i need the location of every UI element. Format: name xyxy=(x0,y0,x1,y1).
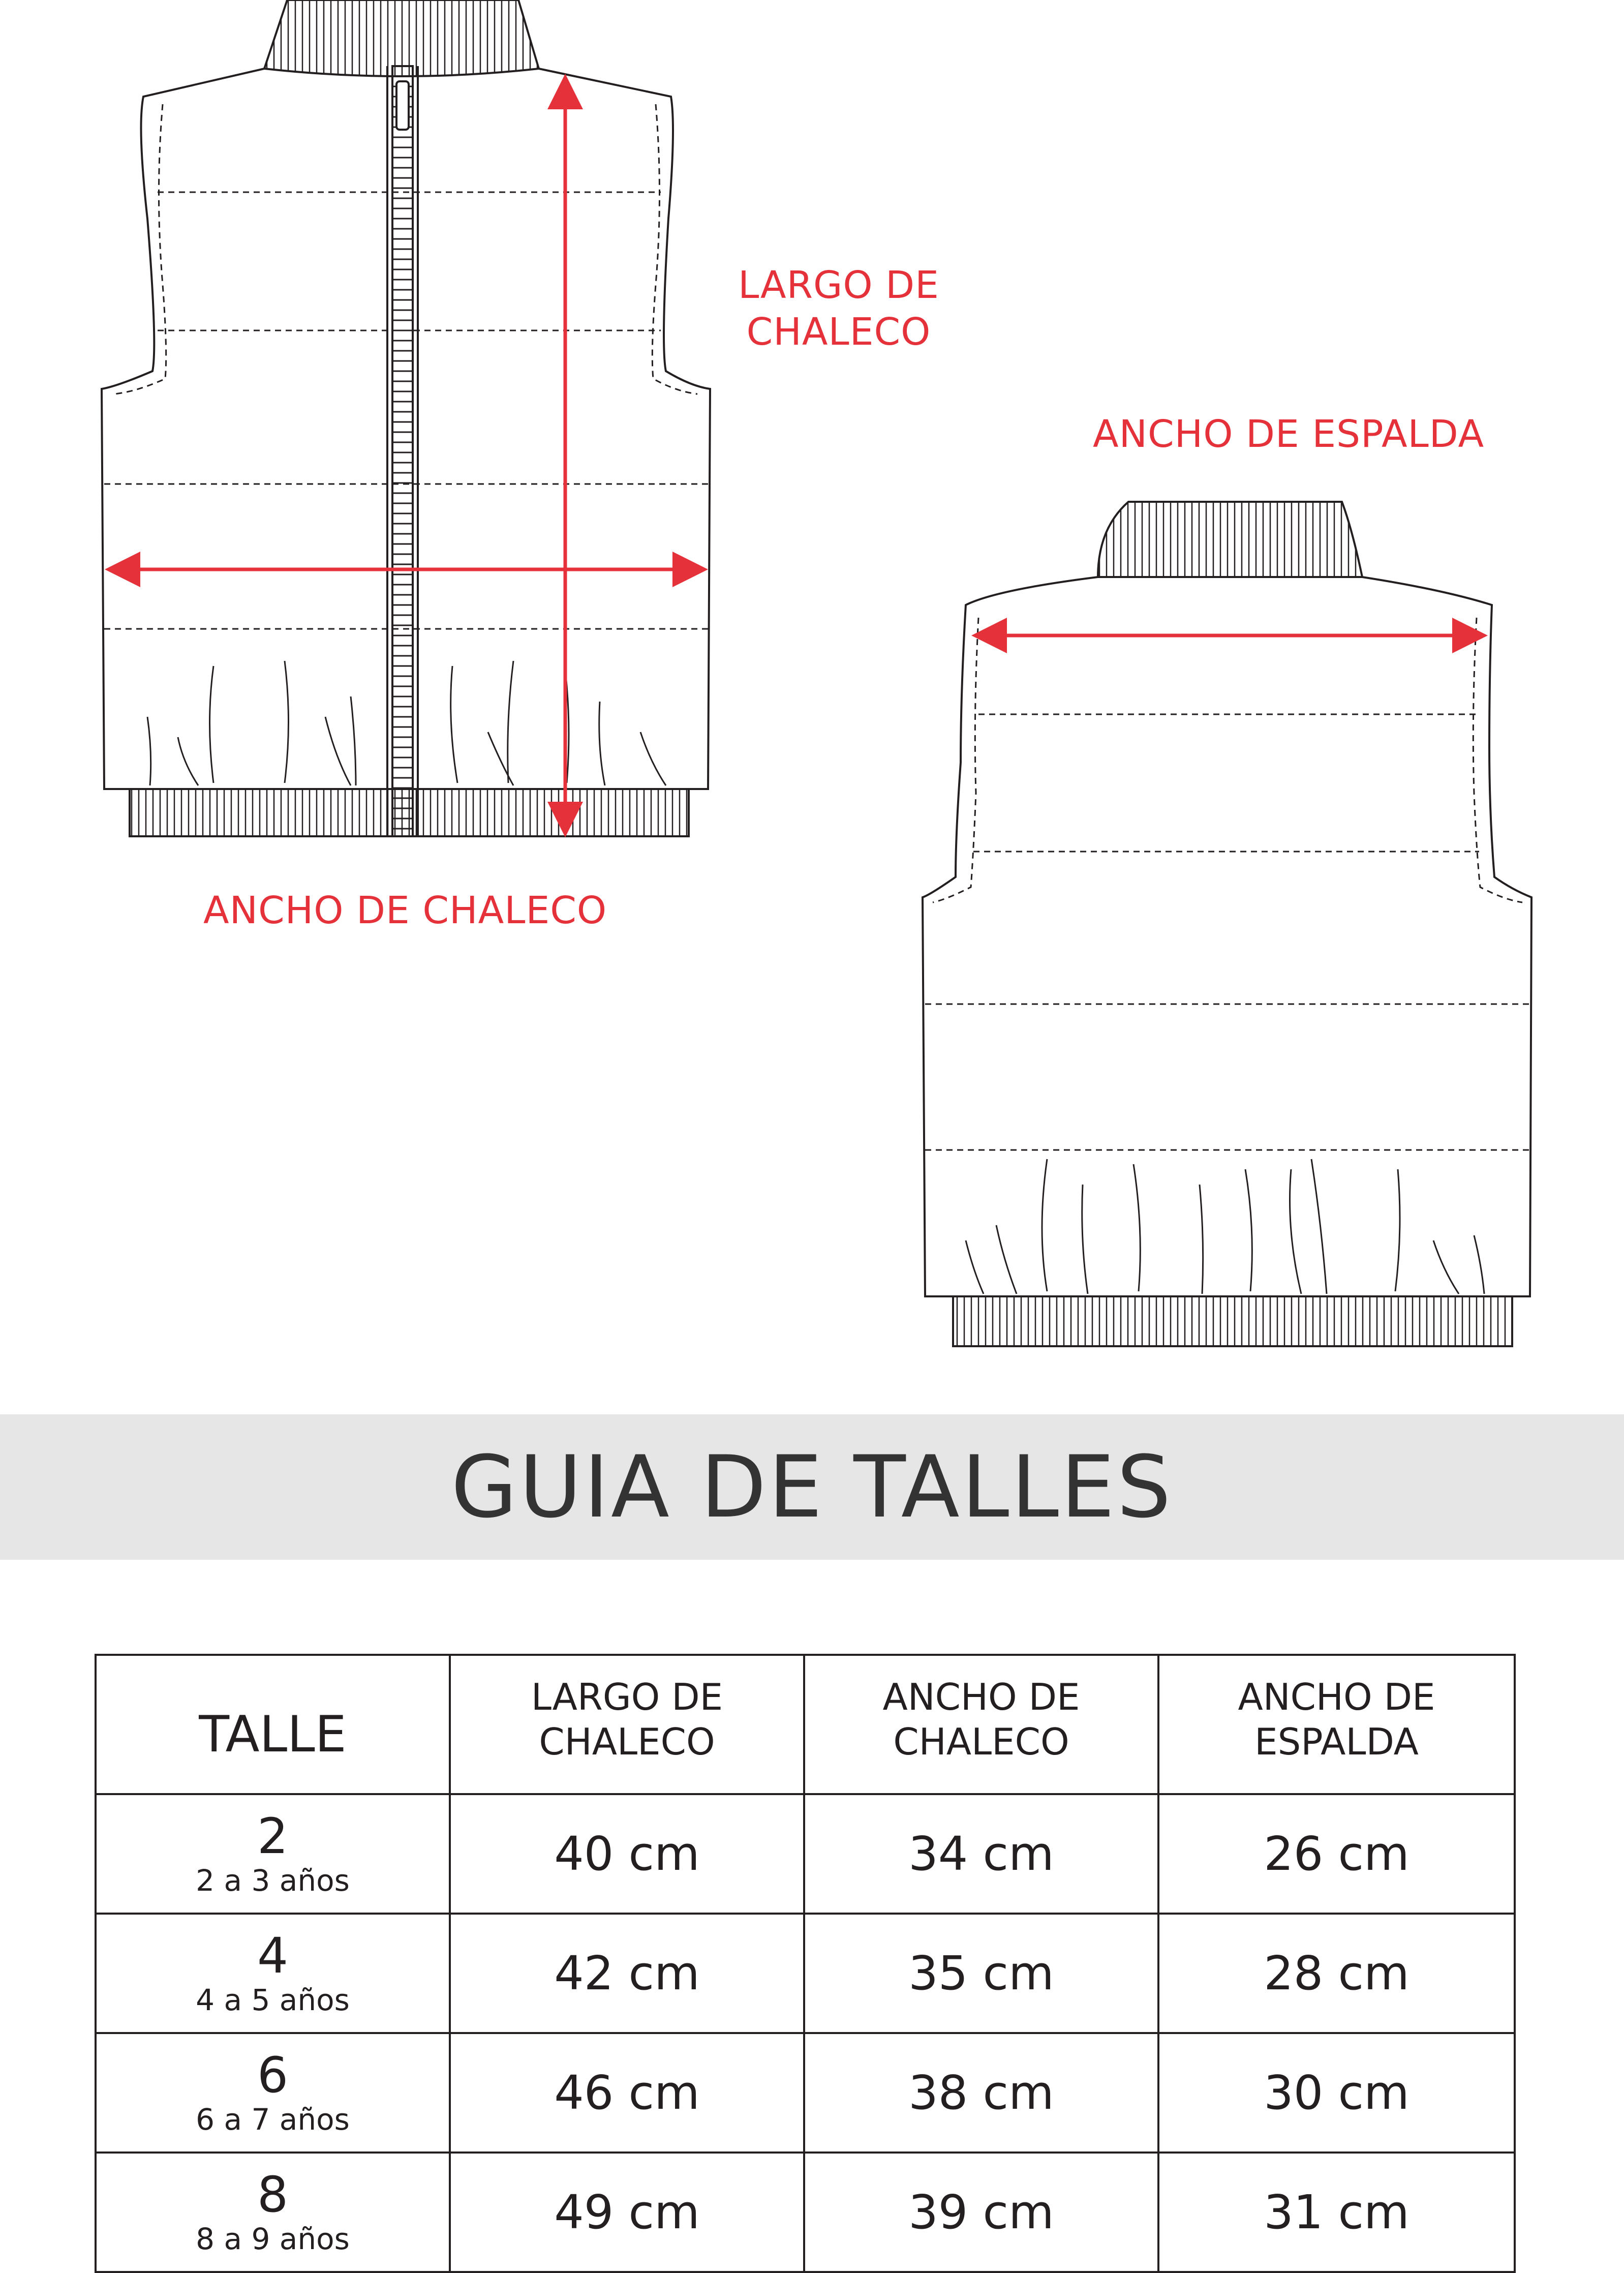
ancho-espalda-label: ANCHO DE ESPALDA xyxy=(1093,412,1485,456)
page-title: GUIA DE TALLES xyxy=(451,1437,1173,1537)
espalda-cell: 26 cm xyxy=(1158,1794,1515,1914)
size-table xyxy=(95,1654,1516,2273)
largo-cell: 40 cm xyxy=(450,1794,804,1914)
title-band xyxy=(0,1414,1624,1560)
ancho-cell: 34 cm xyxy=(804,1794,1158,1914)
header-ancho: ANCHO DE CHALECO xyxy=(804,1655,1158,1794)
table-header-row xyxy=(96,1655,1515,1794)
talle-cell xyxy=(96,2033,450,2153)
espalda-cell: 28 cm xyxy=(1158,1914,1515,2033)
size-number: 8 xyxy=(257,2166,289,2223)
table-row xyxy=(96,2153,1515,2272)
largo-cell: 46 cm xyxy=(450,2033,804,2153)
talle-cell xyxy=(96,1914,450,2033)
table-row xyxy=(96,2033,1515,2153)
size-number: 4 xyxy=(257,1927,289,1984)
largo-cell: 49 cm xyxy=(450,2153,804,2272)
size-number: 6 xyxy=(257,2046,289,2104)
largo-chaleco-label: LARGO DE CHALECO xyxy=(738,263,939,354)
size-age: 8 a 9 años xyxy=(196,2221,350,2256)
header-talle: TALLE xyxy=(96,1655,450,1794)
size-age: 6 a 7 años xyxy=(196,2102,350,2137)
ancho-cell: 39 cm xyxy=(804,2153,1158,2272)
size-age: 2 a 3 años xyxy=(196,1863,350,1898)
talle-cell xyxy=(96,1794,450,1914)
ancho-cell: 35 cm xyxy=(804,1914,1158,2033)
vest-front-icon xyxy=(102,0,710,836)
largo-cell: 42 cm xyxy=(450,1914,804,2033)
table-row xyxy=(96,1794,1515,1914)
header-largo: LARGO DE CHALECO xyxy=(450,1655,804,1794)
espalda-cell: 31 cm xyxy=(1158,2153,1515,2272)
talle-cell xyxy=(96,2153,450,2272)
ancho-chaleco-label: ANCHO DE CHALECO xyxy=(203,889,607,932)
header-espalda: ANCHO DE ESPALDA xyxy=(1158,1655,1515,1794)
espalda-cell: 30 cm xyxy=(1158,2033,1515,2153)
ancho-cell: 38 cm xyxy=(804,2033,1158,2153)
size-number: 2 xyxy=(257,1807,289,1865)
table-row xyxy=(96,1914,1515,2033)
size-age: 4 a 5 años xyxy=(196,1982,350,2017)
vest-back-icon xyxy=(923,502,1531,1346)
